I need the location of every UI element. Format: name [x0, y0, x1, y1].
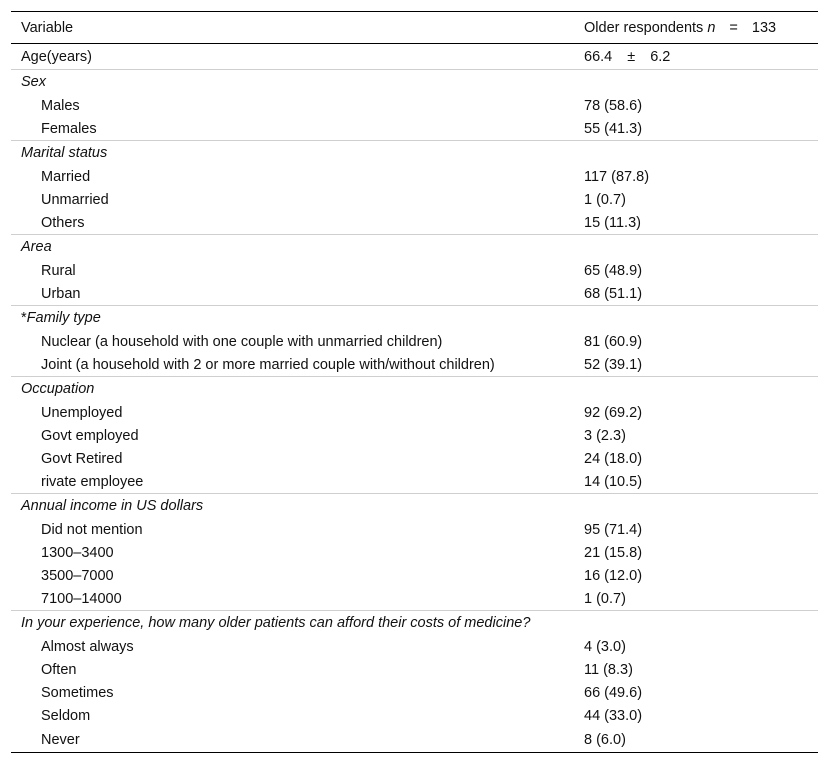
row-label: Did not mention — [41, 521, 143, 538]
group-title-prefix: * — [21, 310, 27, 326]
group-title — [11, 235, 818, 260]
group-title — [11, 377, 818, 402]
row-label: 3500–7000 — [41, 567, 114, 584]
table-row — [11, 424, 818, 447]
table-row — [11, 330, 818, 353]
row-value: 52 (39.1) — [584, 356, 643, 373]
row-label: rivate employee — [41, 473, 144, 490]
table-row — [11, 518, 818, 541]
row-label: Others — [41, 214, 85, 231]
header-equals: = — [729, 19, 738, 36]
row-value: 4 (3.0) — [584, 638, 626, 655]
row-value: 92 (69.2) — [584, 404, 643, 421]
table-row — [11, 541, 818, 564]
table-row — [11, 117, 818, 141]
table-row — [11, 447, 818, 470]
row-value: 11 (8.3) — [584, 661, 633, 678]
group-title-text: Annual income in US dollars — [21, 498, 204, 514]
table-group-header — [11, 306, 818, 331]
table-group-header — [11, 235, 818, 260]
row-value: 16 (12.0) — [584, 567, 643, 584]
row-label: Males — [41, 97, 80, 114]
header-variable: Variable — [21, 19, 74, 36]
row-label: 1300–3400 — [41, 544, 114, 561]
age-plus-minus: ± — [627, 48, 636, 65]
row-value: 55 (41.3) — [584, 120, 643, 137]
group-title-text: Area — [21, 239, 52, 255]
row-value: 78 (58.6) — [584, 97, 643, 114]
row-value: 65 (48.9) — [584, 262, 643, 279]
table-row — [11, 353, 818, 377]
row-label: Joint (a household with 2 or more married couple with/without children) — [41, 356, 495, 373]
group-title-text: In your experience, how many older patients can afford their costs of medicine? — [21, 615, 531, 631]
table-row — [11, 94, 818, 117]
table-row — [11, 587, 818, 611]
row-value: 15 (11.3) — [584, 214, 641, 231]
header-respondents — [574, 12, 818, 44]
age-label: Age(years) — [21, 48, 92, 65]
table-row — [11, 259, 818, 282]
table-row — [11, 635, 818, 658]
group-title — [11, 611, 818, 636]
row-label: Govt employed — [41, 427, 139, 444]
group-title-text: Family type — [26, 310, 101, 326]
table-group-header — [11, 141, 818, 166]
table-row — [11, 401, 818, 424]
table-group-header — [11, 494, 818, 519]
table-header-row — [11, 12, 818, 44]
row-label: Sometimes — [41, 684, 114, 701]
table-row — [11, 282, 818, 306]
group-title — [11, 70, 818, 95]
header-n-value: 133 — [751, 19, 777, 36]
row-value: 68 (51.1) — [584, 285, 643, 302]
group-title — [11, 141, 818, 166]
row-value: 66 (49.6) — [584, 684, 643, 701]
group-title — [11, 306, 818, 331]
row-label: Unmarried — [41, 191, 109, 208]
row-value: 95 (71.4) — [584, 521, 643, 538]
table-body — [11, 44, 818, 753]
table-group-header — [11, 70, 818, 95]
table-row — [11, 211, 818, 235]
row-value: 3 (2.3) — [584, 427, 626, 444]
row-label: Seldom — [41, 707, 91, 724]
row-value: 1 (0.7) — [584, 191, 626, 208]
table-row — [11, 564, 818, 587]
row-value: 44 (33.0) — [584, 707, 643, 724]
table-group-header — [11, 377, 818, 402]
table-row — [11, 188, 818, 211]
group-title-text: Occupation — [21, 381, 95, 397]
row-value: 21 (15.8) — [584, 544, 643, 561]
demographics-table-container — [11, 11, 818, 753]
table-group-header — [11, 611, 818, 636]
row-label: Married — [41, 168, 91, 185]
table-row — [11, 470, 818, 494]
row-label: Nuclear (a household with one couple with unmarried children) — [41, 333, 443, 350]
row-label: Almost always — [41, 638, 134, 655]
demographics-table — [11, 11, 818, 753]
group-title — [11, 494, 818, 519]
age-sd: 6.2 — [650, 48, 671, 65]
table-row — [11, 658, 818, 681]
table-row — [11, 681, 818, 704]
row-value: 14 (10.5) — [584, 473, 643, 490]
row-value: 1 (0.7) — [584, 590, 626, 607]
row-value: 117 (87.8) — [584, 168, 650, 185]
row-label: Unemployed — [41, 404, 123, 421]
group-title-text: Marital status — [21, 145, 108, 161]
row-label: Often — [41, 661, 77, 678]
table-row — [11, 165, 818, 188]
table-row — [11, 727, 818, 753]
row-label: Females — [41, 120, 97, 137]
row-label: 7100–14000 — [41, 590, 122, 607]
age-value — [574, 44, 818, 70]
age-mean: 66.4 — [584, 48, 613, 65]
row-label: Urban — [41, 285, 81, 302]
header-n-symbol: n — [707, 19, 716, 36]
row-label: Govt Retired — [41, 450, 123, 467]
group-title-text: Sex — [21, 74, 46, 90]
header-respondents-label: Older respondents — [584, 19, 704, 36]
row-label: Rural — [41, 262, 76, 279]
row-value: 24 (18.0) — [584, 450, 643, 467]
table-row-age — [11, 44, 818, 70]
table-row — [11, 704, 818, 727]
row-value: 8 (6.0) — [574, 727, 818, 753]
row-value: 81 (60.9) — [584, 333, 643, 350]
row-label: Never — [11, 727, 574, 753]
